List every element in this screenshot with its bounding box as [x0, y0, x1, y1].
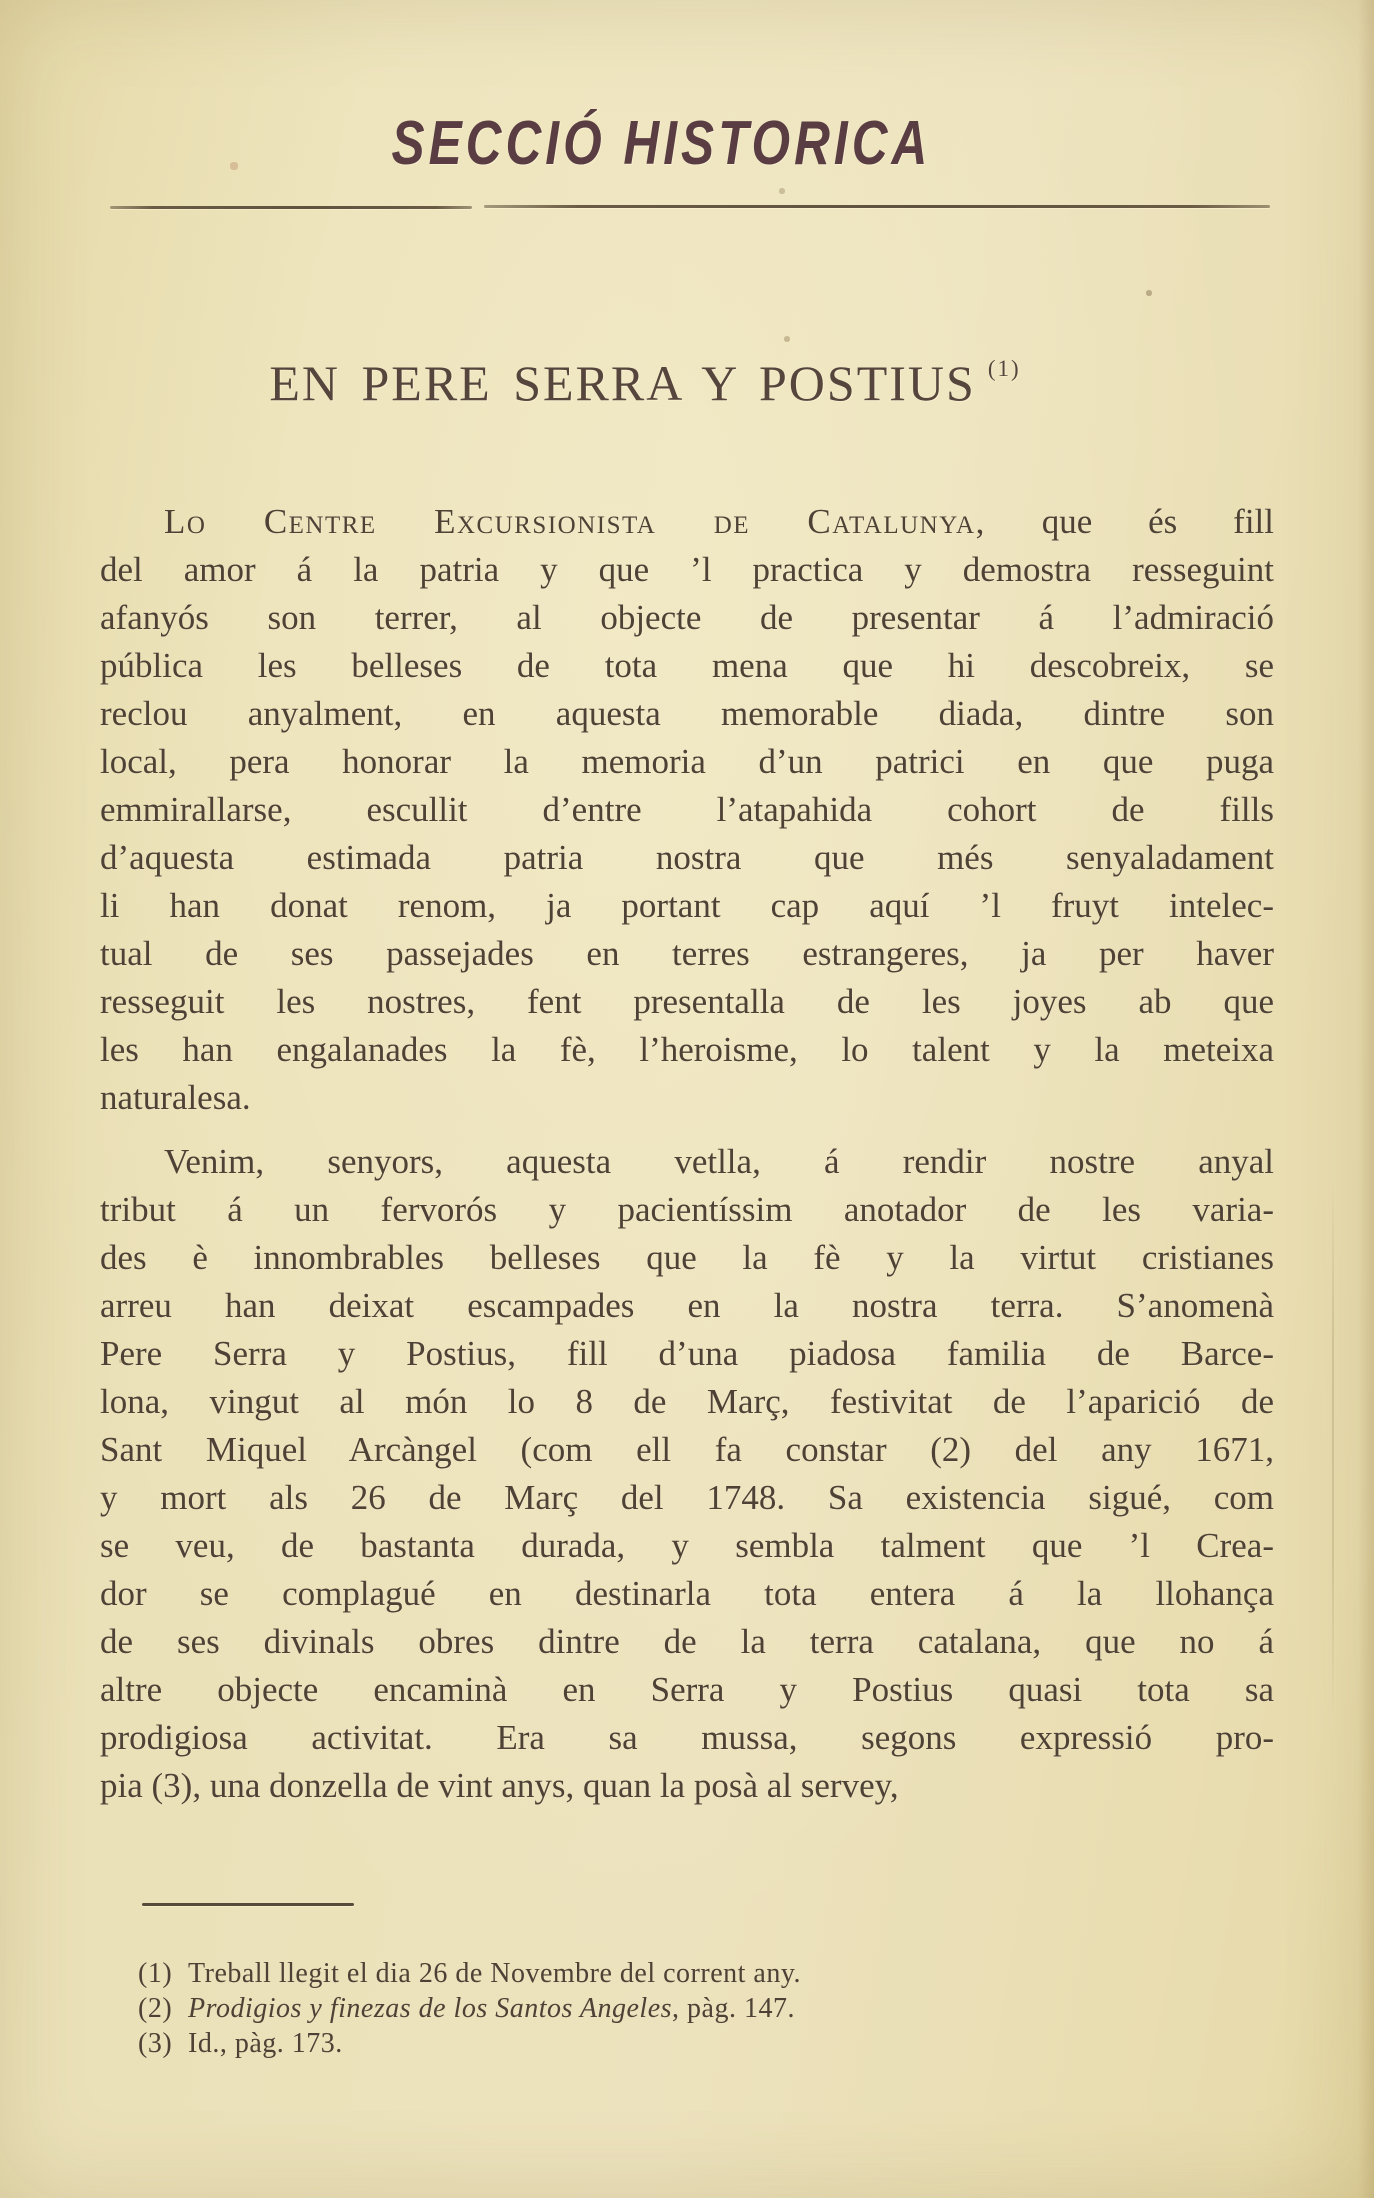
paper-specks [0, 0, 2, 2]
title-footnote-ref: (1) [987, 356, 1021, 381]
text-line: des è innombrables belleses que la fè y la virtut cristianes [100, 1238, 1274, 1277]
text-line: se veu, de bastanta durada, y sembla talment que ’l Crea- [100, 1526, 1274, 1565]
footnote-page-ref: , pàg. 147. [672, 1993, 795, 2024]
footnote-number: (2) [138, 1993, 173, 2024]
lead-rest: que és fill [985, 502, 1274, 541]
header-rule-right [484, 205, 1270, 208]
paragraph-1 [100, 498, 1274, 1122]
footnote-1 [138, 1956, 1238, 1991]
article-title [0, 354, 1290, 412]
footnote-text: Id., pàg. 173. [188, 2028, 343, 2059]
article-body [100, 498, 1274, 1810]
text-line: dor se complagué en destinarla tota entera á la llohança [100, 1574, 1274, 1613]
article-title-text: EN PERE SERRA Y POSTIUS [269, 355, 976, 411]
text-line: li han donat renom, ja portant cap aquí ’l fruyt intelec- [100, 886, 1274, 925]
header-rule-left [110, 206, 472, 209]
text-line: Venim, senyors, aquesta vetlla, á rendir nostre anyal [164, 1142, 1274, 1181]
text-line: reclou anyalment, en aquesta memorable diada, dintre son [100, 694, 1274, 733]
text-line: arreu han deixat escampades en la nostra terra. S’anomenà [100, 1286, 1274, 1325]
footnote-number: (3) [138, 2028, 173, 2059]
text-line: de ses divinals obres dintre de la terra catalana, que no á [100, 1622, 1274, 1661]
text-line: naturalesa. [100, 1078, 251, 1117]
section-header-text: SECCIÓ HISTORICA [391, 109, 931, 178]
footnote-text: Treball llegit el dia 26 de Novembre del corrent any. [188, 1958, 802, 1989]
footnote-number: (1) [138, 1958, 173, 1989]
text-line: Sant Miquel Arcàngel (com ell fa constar (2) del any 1671, [100, 1430, 1274, 1469]
text-line: del amor á la patria y que ’l practica y demostra resseguint [100, 550, 1274, 589]
footnotes [138, 1956, 1238, 2061]
text-line: lona, vingut al món lo 8 de Març, festivitat de l’aparició de [100, 1382, 1274, 1421]
footnote-2 [138, 1991, 1238, 2026]
text-line: d’aquesta estimada patria nostra que més senyaladament [100, 838, 1274, 877]
paragraph-2 [100, 1138, 1274, 1810]
text-line: pia (3), una donzella de vint anys, quan la posà al servey, [100, 1766, 899, 1805]
page-crease [1332, 1180, 1334, 1720]
text-line: prodigiosa activitat. Era sa mussa, segons expressió pro- [100, 1718, 1274, 1757]
text-line: pública les belleses de tota mena que hi descobreix, se [100, 646, 1274, 685]
text-line: tual de ses passejades en terres estrangeres, ja per haver [100, 934, 1274, 973]
footnote-3 [138, 2026, 1238, 2061]
text-line: emmirallarse, escullit d’entre l’atapahida cohort de fills [100, 790, 1274, 829]
text-line: y mort als 26 de Març del 1748. Sa existencia sigué, com [100, 1478, 1274, 1517]
footnote-book-title: Prodigios y finezas de los Santos Angeles [188, 1993, 673, 2024]
text-line [100, 498, 1274, 546]
lead-smallcaps: Lo Centre Excursionista de Catalunya, [164, 502, 986, 541]
footnote-rule [142, 1903, 354, 1906]
text-line: resseguit les nostres, fent presentalla de les joyes ab que [100, 982, 1274, 1021]
text-line: afanyós son terrer, al objecte de presentar á l’admiració [100, 598, 1274, 637]
text-line: altre objecte encaminà en Serra y Postius quasi tota sa [100, 1670, 1274, 1709]
text-line: Pere Serra y Postius, fill d’una piadosa familia de Barce- [100, 1334, 1274, 1373]
text-line: les han engalanades la fè, l’heroisme, lo talent y la meteixa [100, 1030, 1274, 1069]
footnote-text [188, 1991, 795, 2026]
text-line: tribut á un fervorós y pacientíssim anotador de les varia- [100, 1190, 1274, 1229]
text-line: local, pera honorar la memoria d’un patrici en que puga [100, 742, 1274, 781]
section-header [0, 108, 1322, 179]
